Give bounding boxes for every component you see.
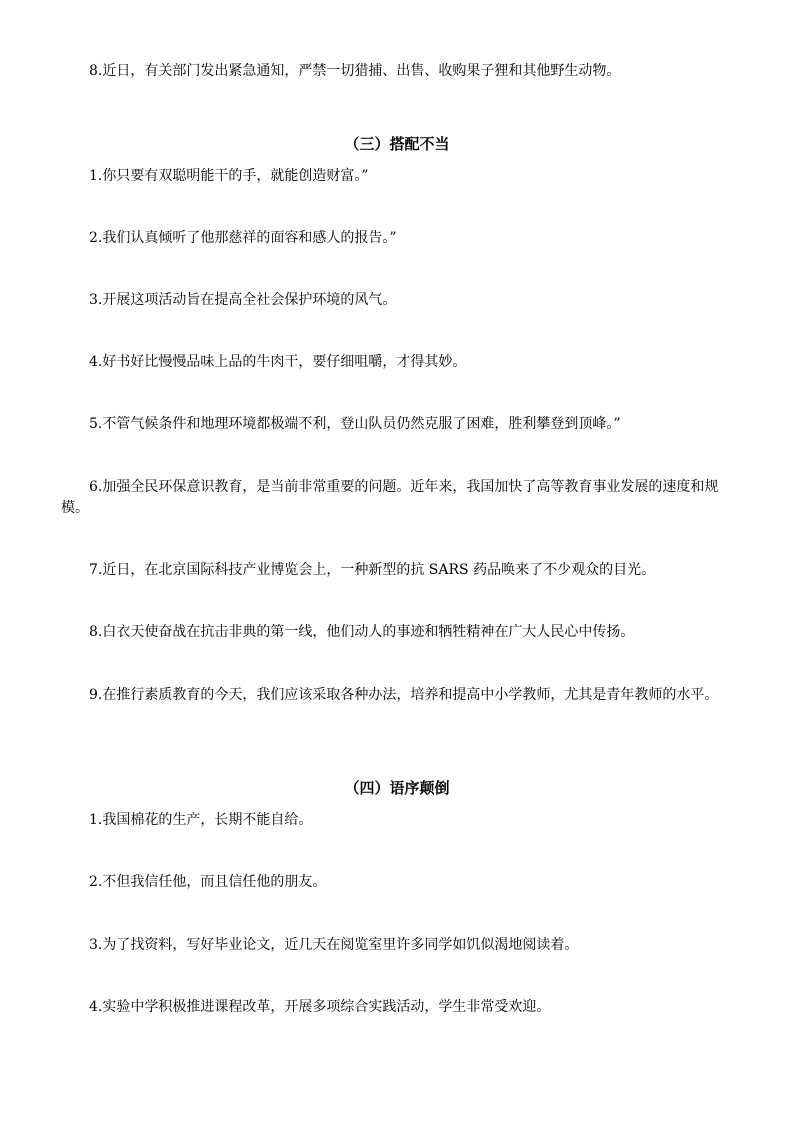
- list-item: 4.实验中学积极推进课程改革，开展多项综合实践活动，学生非常受欢迎。: [89, 999, 551, 1015]
- list-item: 1.你只要有双聪明能干的手，就能创造财富。”: [89, 168, 369, 184]
- list-item: 8.白衣天使奋战在抗击非典的第一线，他们动人的事迹和牺牲精神在广大人民心中传扬。: [89, 624, 635, 640]
- list-item: 1.我国棉花的生产，长期不能自给。: [89, 812, 313, 828]
- section-heading-word-order: （四）语序颠倒: [344, 779, 450, 797]
- list-item: 2.不但我信任他，而且信任他的朋友。: [89, 874, 327, 890]
- list-item: 9.在推行素质教育的今天，我们应该采取各种办法，培养和提高中小学教师，尤其是青年教师的水平。: [89, 687, 719, 703]
- list-item: 6.加强全民环保意识教育，是当前非常重要的问题。近年来，我国加快了高等教育事业发展的速度和规模。: [61, 479, 719, 516]
- list-item: 5.不管气候条件和地理环境都极端不利，登山队员仍然克服了困难，胜利攀登到顶峰。”: [89, 416, 621, 432]
- list-item: 3.为了找资料，写好毕业论文，近几天在阅览室里许多同学如饥似渴地阅读着。: [89, 937, 579, 953]
- section-heading-collocation: （三）搭配不当: [344, 135, 450, 153]
- list-item-prev-8: 8.近日，有关部门发出紧急通知，严禁一切猎捕、出售、收购果子狸和其他野生动物。: [89, 63, 621, 79]
- list-item: 7.近日，在北京国际科技产业博览会上，一种新型的抗 SARS 药品唤来了不少观众的目光。: [89, 562, 656, 578]
- list-item: 4.好书好比慢慢品味上品的牛肉干，要仔细咀嚼，才得其妙。: [89, 354, 467, 370]
- list-item: 3.开展这项活动旨在提高全社会保护环境的风气。: [89, 292, 397, 308]
- list-item: 2.我们认真倾听了他那慈祥的面容和感人的报告。”: [89, 230, 397, 246]
